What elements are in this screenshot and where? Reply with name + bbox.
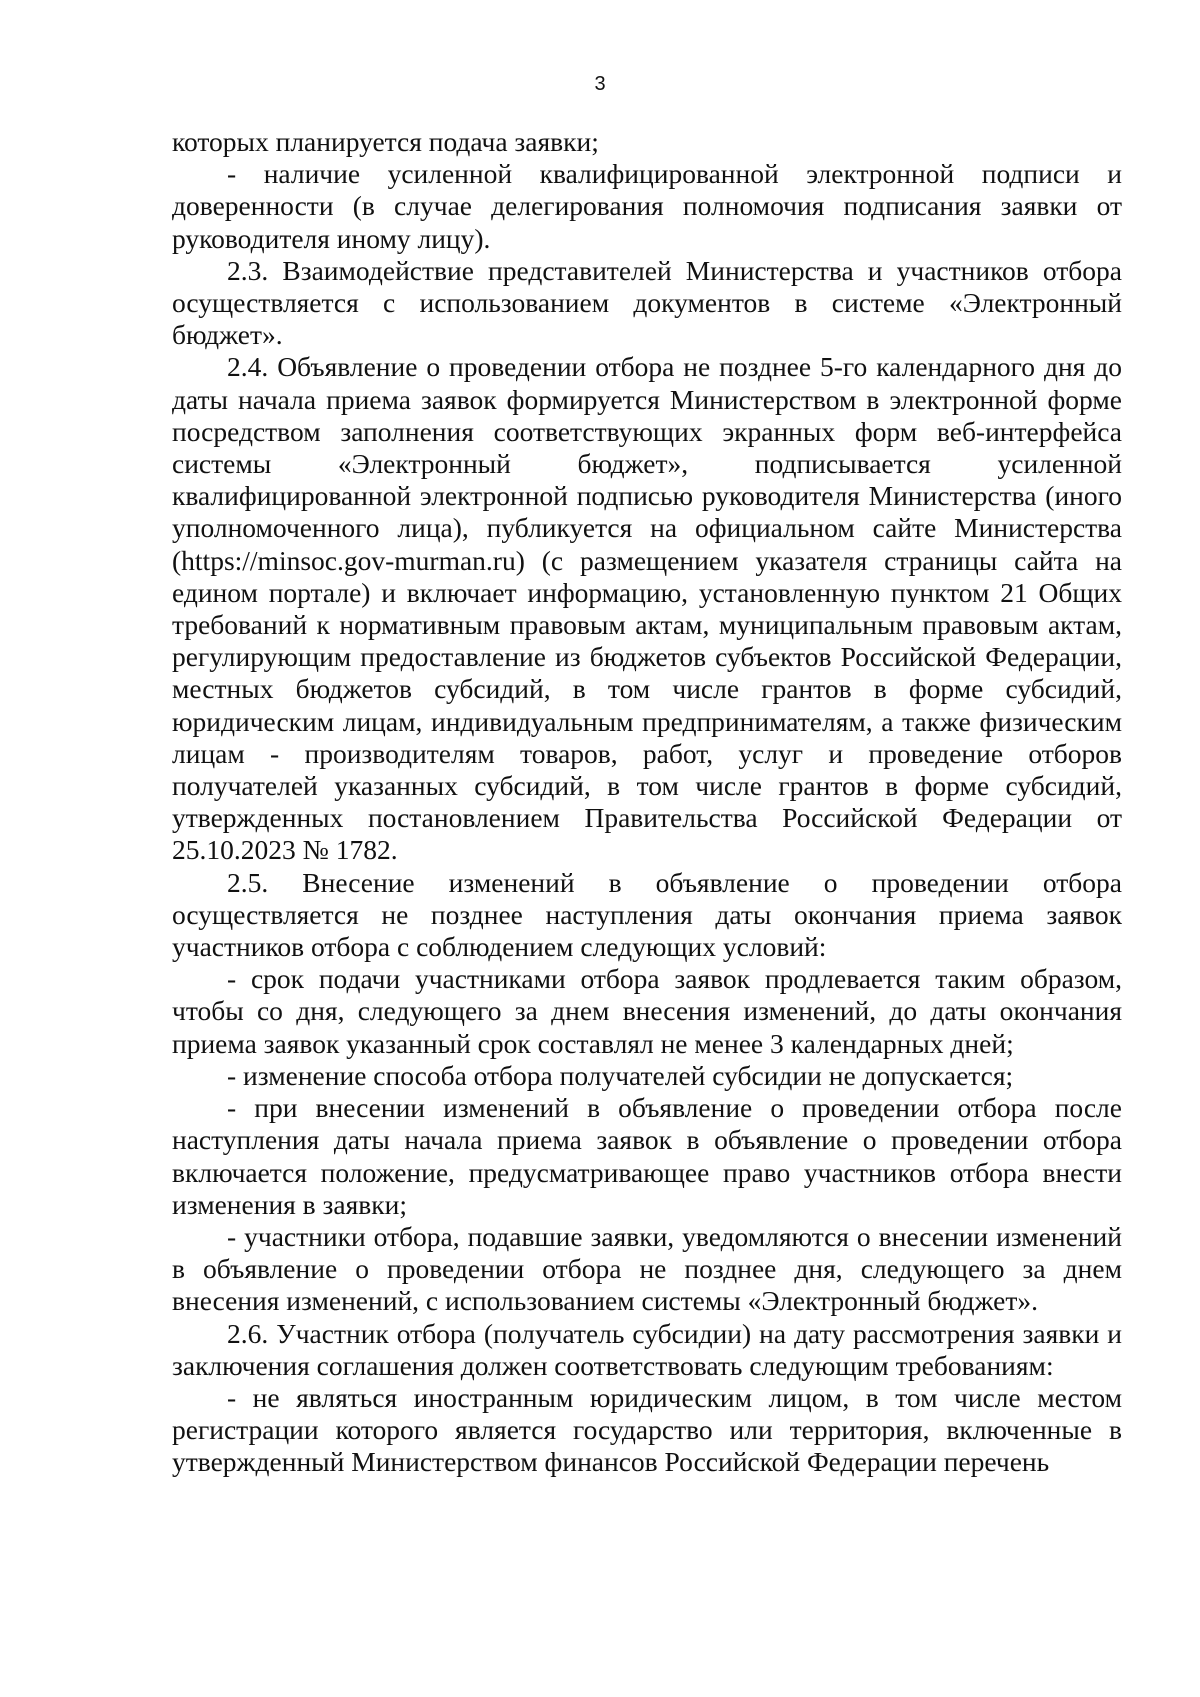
paragraph-2-4: 2.4. Объявление о проведении отбора не позднее 5-го календарного дня до даты начала приема заявок формируется Министерством в электронной форме посредством заполнения соответствующих экранных форм веб-интерфейса системы «Электронный бюджет», подписывается усиленной квалифицированной электронной подписью руководителя Министерства (иного уполномоченного лица), публикуется на официальном сайте Министерства (https://minsoc.gov-murman.ru) (с размещением указателя страницы сайта на едином портале) и включает информацию, установленную пунктом 21 Общих требований к нормативным правовым актам, муниципальным правовым актам, регулирующим предоставление из бюджетов субъектов Российской Федерации, местных бюджетов субсидий, в том числе грантов в форме субсидий, юридическим лицам, индивидуальным предпринимателям, а также физическим лицам - производителям товаров, работ, услуг и проведение отборов получателей указанных субсидий, в том числе грантов в форме субсидий, утвержденных постановлением Правительства Российской Федерации от 25.10.2023 № 1782. <box>172 351 1122 866</box>
list-item-method-change: - изменение способа отбора получателей субсидии не допускается; <box>227 1059 1014 1091</box>
paragraph-2-3: 2.3. Взаимодействие представителей Министерства и участников отбора осуществляется с использованием документов в системе «Электронный бюджет». <box>172 254 1122 351</box>
list-item-amendment-right: - при внесении изменений в объявление о проведении отбора после наступления даты начала приема заявок в объявление о проведении отбора включается положение, предусматривающее право участников отбора внести изменения в заявки; <box>172 1092 1122 1220</box>
paragraph-2-5: 2.5. Внесение изменений в объявление о проведении отбора осуществляется не позднее наступления даты окончания приема заявок участников отбора с соблюдением следующих условий: <box>172 866 1122 963</box>
list-item-deadline-extension: - срок подачи участниками отбора заявок продлевается таким образом, чтобы со дня, следующего за днем внесения изменений, до даты окончания приема заявок указанный срок составлял не менее 3 календарных дней; <box>172 963 1122 1059</box>
paragraph-continuation: которых планируется подача заявки; <box>172 126 599 157</box>
list-item-foreign-entity: - не являться иностранным юридическим лицом, в том числе местом регистрации которого является государство или территория, включенные в утвержденный Министерством финансов Российской Федерации перечень <box>172 1381 1122 1478</box>
list-item-notification: - участники отбора, подавшие заявки, уведомляются о внесении изменений в объявление о проведении отбора не позднее дня, следующего за днем внесения изменений, с использованием системы «Электронный бюджет». <box>172 1220 1122 1317</box>
list-item-signature: - наличие усиленной квалифицированной электронной подписи и доверенности (в случае делегирования полномочия подписания заявки от руководителя иному лицу). <box>172 158 1122 254</box>
paragraph-2-6: 2.6. Участник отбора (получатель субсидии) на дату рассмотрения заявки и заключения соглашения должен соответствовать следующим требованиям: <box>172 1317 1122 1381</box>
page-number: 3 <box>594 73 606 95</box>
document-body <box>172 126 1122 1479</box>
